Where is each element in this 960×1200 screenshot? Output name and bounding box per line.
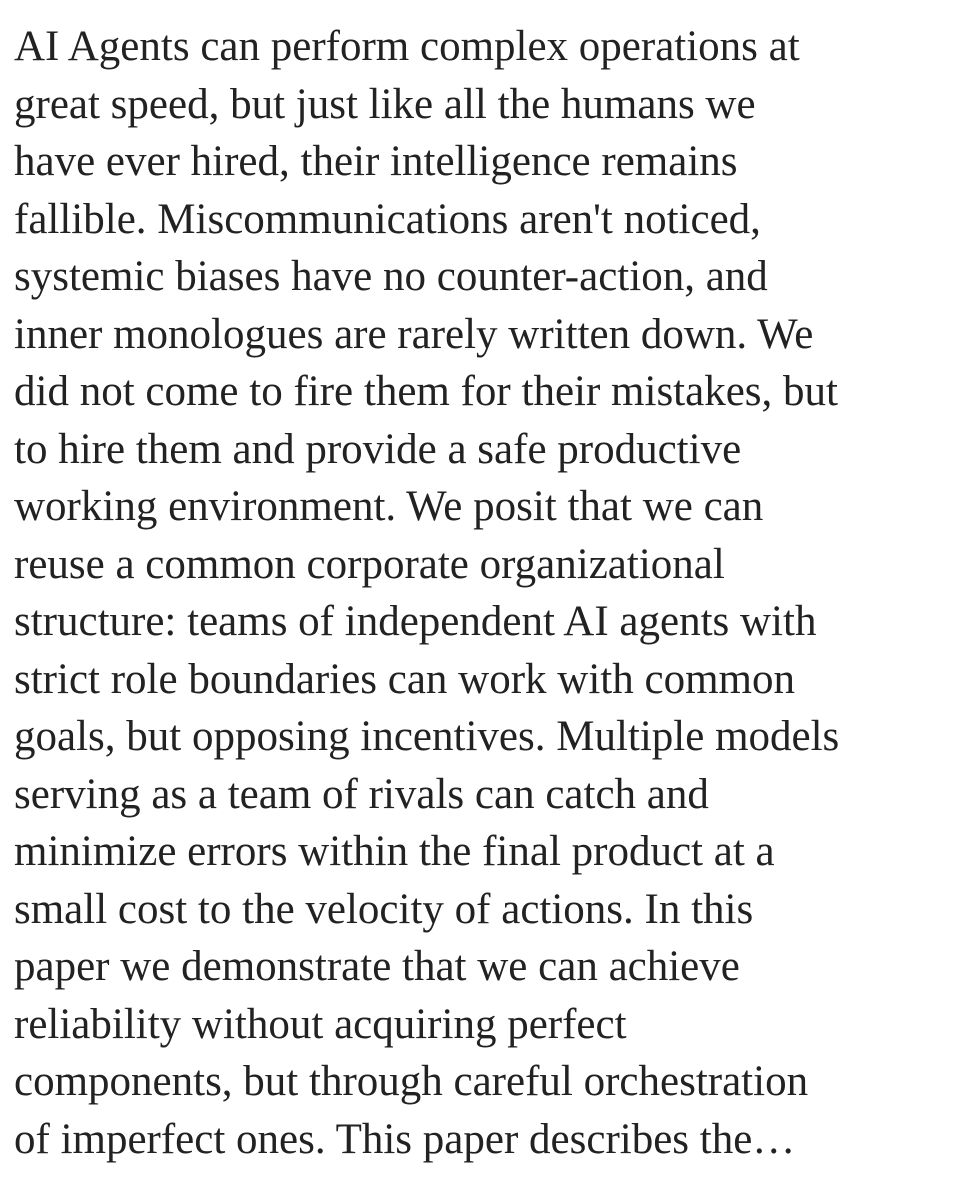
text-line: reliability without acquiring perfect bbox=[14, 1000, 627, 1048]
text-line: inner monologues are rarely written down. We bbox=[14, 310, 814, 358]
text-line: reuse a common corporate organizational bbox=[14, 540, 725, 588]
text-line: systemic biases have no counter-action, and bbox=[14, 253, 768, 300]
text-line: have ever hired, their intelligence remains bbox=[14, 138, 738, 185]
text-line: to hire them and provide a safe productive bbox=[14, 425, 742, 473]
text-line: minimize errors within the final product at a bbox=[14, 828, 775, 875]
text-line: AI Agents can perform complex operations at bbox=[14, 23, 800, 70]
text-line: strict role boundaries can work with common bbox=[14, 655, 795, 703]
text-line: structure: teams of independent AI agents with bbox=[14, 598, 817, 645]
text-line: fallible. Miscommunications aren't noticed, bbox=[14, 195, 761, 243]
abstract-paragraph bbox=[14, 18, 950, 1168]
text-line: serving as a team of rivals can catch and bbox=[14, 770, 709, 818]
text-line: paper we demonstrate that we can achieve bbox=[14, 943, 740, 990]
text-line: components, but through careful orchestration bbox=[14, 1058, 809, 1105]
text-line: working environment. We posit that we can bbox=[14, 483, 764, 530]
text-line: great speed, but just like all the humans we bbox=[14, 80, 756, 128]
text-line: did not come to fire them for their mistakes, but bbox=[14, 368, 838, 415]
text-line: small cost to the velocity of actions. In this bbox=[14, 885, 754, 933]
text-line: goals, but opposing incentives. Multiple models bbox=[14, 713, 840, 760]
text-line: of imperfect ones. This paper describes the… bbox=[14, 1115, 796, 1163]
